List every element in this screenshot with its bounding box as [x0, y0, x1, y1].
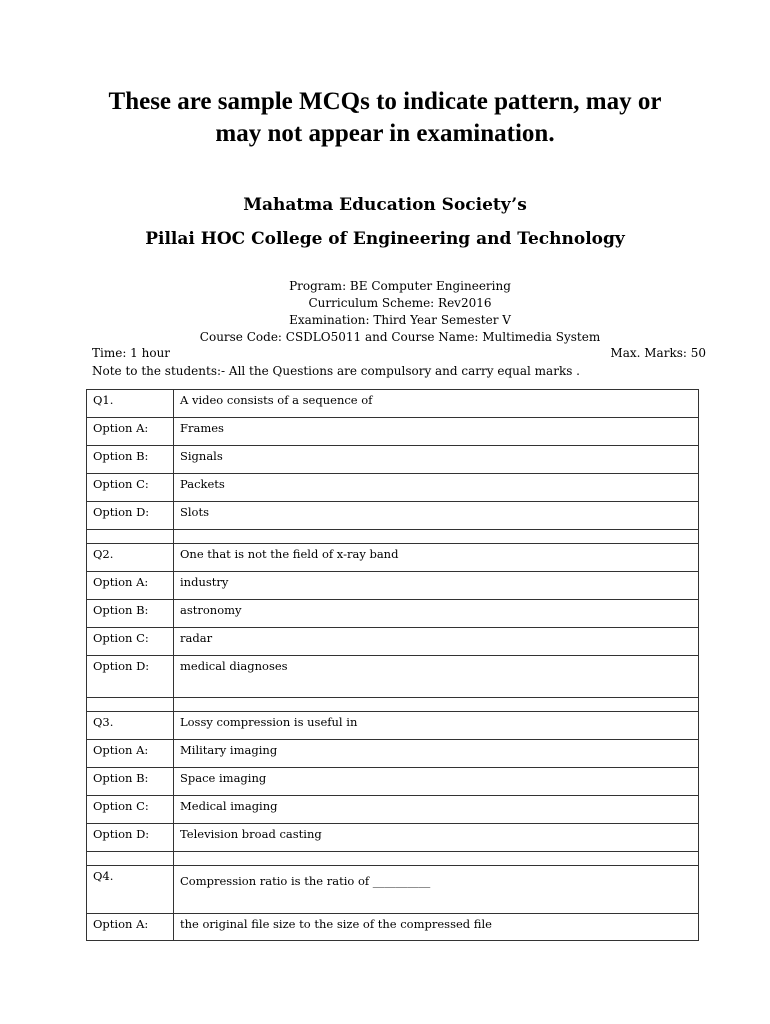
spacer-row	[87, 852, 699, 866]
option-label: Option A:	[87, 572, 174, 600]
option-row	[87, 600, 699, 628]
option-text: Slots	[174, 502, 699, 530]
option-text: the original file size to the size of the compressed file	[174, 914, 699, 941]
option-label: Option D:	[87, 502, 174, 530]
option-label: Option D:	[87, 656, 174, 698]
question-label: Q4.	[87, 866, 174, 914]
question-text: A video consists of a sequence of	[174, 390, 699, 418]
scheme-line: Curriculum Scheme: Rev2016	[308, 296, 492, 310]
option-label: Option B:	[87, 768, 174, 796]
option-label: Option A:	[87, 418, 174, 446]
disclaimer-heading	[60, 86, 710, 150]
option-text: Signals	[174, 446, 699, 474]
option-label: Option D:	[87, 824, 174, 852]
option-row	[87, 628, 699, 656]
disclaimer-line-2: may not appear in examination.	[215, 120, 555, 147]
option-text: Medical imaging	[174, 796, 699, 824]
option-row	[87, 740, 699, 768]
exam-details	[0, 278, 770, 346]
option-row	[87, 502, 699, 530]
examination-line: Examination: Third Year Semester V	[289, 313, 511, 327]
spacer-row	[87, 530, 699, 544]
option-row	[87, 474, 699, 502]
option-label: Option C:	[87, 628, 174, 656]
question-label: Q3.	[87, 712, 174, 740]
option-row	[87, 824, 699, 852]
question-row	[87, 390, 699, 418]
option-text: Packets	[174, 474, 699, 502]
option-row	[87, 914, 699, 941]
option-text: Space imaging	[174, 768, 699, 796]
question-text: Lossy compression is useful in	[174, 712, 699, 740]
option-label: Option B:	[87, 600, 174, 628]
option-label: Option B:	[87, 446, 174, 474]
question-row	[87, 866, 699, 914]
option-text: radar	[174, 628, 699, 656]
option-row	[87, 418, 699, 446]
college-name: Pillai HOC College of Engineering and Technology	[145, 229, 625, 249]
option-text: Military imaging	[174, 740, 699, 768]
option-text: Frames	[174, 418, 699, 446]
society-name: Mahatma Education Society’s	[243, 195, 527, 215]
option-label: Option A:	[87, 740, 174, 768]
course-line: Course Code: CSDLO5011 and Course Name: Multimedia System	[199, 330, 601, 344]
option-row	[87, 656, 699, 698]
spacer-row	[87, 698, 699, 712]
option-row	[87, 768, 699, 796]
time-limit: Time: 1 hour	[92, 346, 171, 360]
option-label: Option A:	[87, 914, 174, 941]
option-row	[87, 796, 699, 824]
question-label: Q2.	[87, 544, 174, 572]
option-text: Television broad casting	[174, 824, 699, 852]
mcq-table	[86, 389, 699, 941]
option-text: astronomy	[174, 600, 699, 628]
question-text: Compression ratio is the ratio of __________	[174, 866, 699, 914]
student-note: Note to the students:- All the Questions are compulsory and carry equal marks .	[92, 364, 580, 378]
disclaimer-line-1: These are sample MCQs to indicate pattern, may or	[108, 88, 662, 115]
program-line: Program: BE Computer Engineering	[289, 279, 511, 293]
option-label: Option C:	[87, 796, 174, 824]
option-text: industry	[174, 572, 699, 600]
option-row	[87, 446, 699, 474]
option-row	[87, 572, 699, 600]
option-label: Option C:	[87, 474, 174, 502]
question-label: Q1.	[87, 390, 174, 418]
question-row	[87, 712, 699, 740]
max-marks: Max. Marks: 50	[610, 346, 706, 360]
option-text: medical diagnoses	[174, 656, 699, 698]
question-text: One that is not the field of x-ray band	[174, 544, 699, 572]
question-row	[87, 544, 699, 572]
